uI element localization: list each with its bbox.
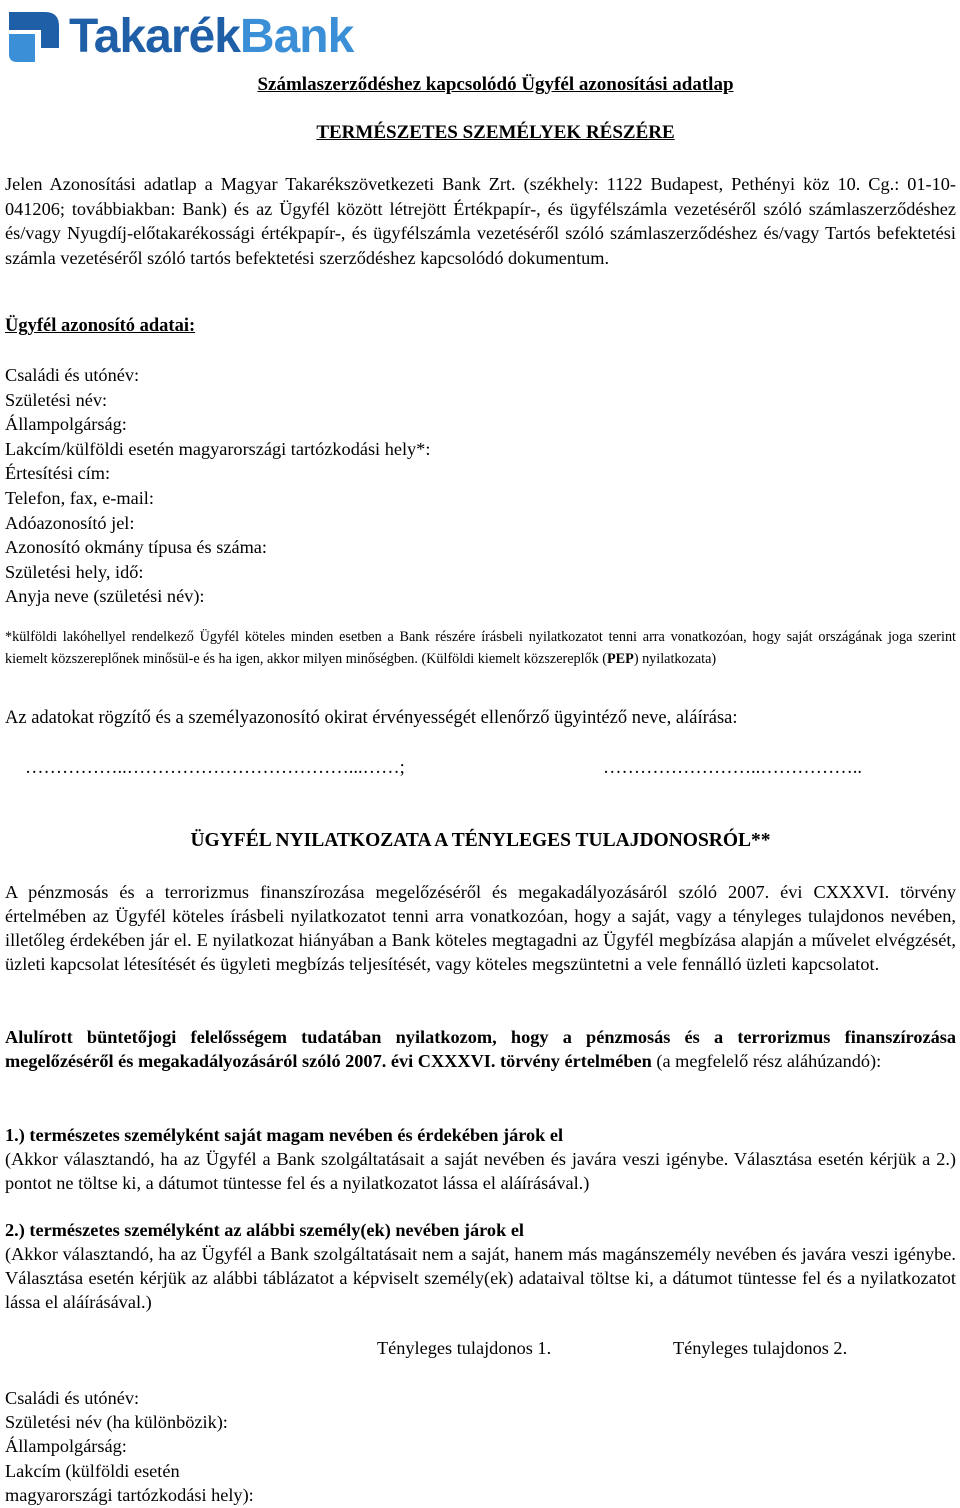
field-label-birth-place-date: Születési hely, idő: [5,561,144,582]
takarekbank-logo [5,6,353,68]
owner-field-address-cont: magyarországi tartózkodási hely): [5,1484,254,1505]
recorder-label: Az adatokat rögzítő és a személyazonosító okirat érvényességét ellenőrző ügyintéző neve, aláírása: [5,708,738,728]
owner-1-column-header: Tényleges tulajdonos 1. [377,1338,552,1358]
footnote-text: *külföldi lakóhellyel rendelkező Ügyfél köteles minden esetben a Bank részére írásbeli nyilatkozatot tenni arra vonatkozóan, hogy saját országának joga szerint kiemelt közszereplőnek minősül-e és ha igen, akkor milyen minőségben. (Külföldi kiemelt közszereplők ( [5,629,956,667]
owner-field-address: Lakcím (külföldi esetén [5,1460,180,1481]
owner-fields-list [5,1386,254,1507]
document-subtitle: TERMÉSZETES SZEMÉLYEK RÉSZÉRE [316,122,675,143]
option-1-text: (Akkor választandó, ha az Ügyfél a Bank szolgáltatásait a saját nevében és javára veszi igénybe. Választása esetén kérjük a 2.) pontot ne töltse ki, a dátumot tüntesse fel és a nyilatkozatot lássa el aláírásával.) [5,1149,956,1193]
client-section-heading: Ügyfél azonosító adatai: [5,316,196,336]
field-label-birth-name: Születési név: [5,389,108,410]
logo-word-takarek: Takarék [69,10,240,63]
intro-paragraph: Jelen Azonosítási adatlap a Magyar Takarékszövetkezeti Bank Zrt. (székhely: 1122 Budapest, Pethényi köz 10. Cg.: 01-10-041206; továbbiakban: Bank) és az Ügyfél között létrejött Értékpapír-, és ügyfélszámla vezetéséről szóló számlaszerződéshez és/vagy Nyugdíj-előtakarékossági értékpapír-, és ügyfélszámla vezetéséről szóló számlaszerződéshez és/vagy Tartós befektetési számla vezetéséről szóló tartós befektetési szerződéshez kapcsolódó dokumentum. [5,174,956,268]
logo-wordmark [69,10,354,63]
owner-field-name: Családi és utónév: [5,1388,140,1408]
field-label-contact: Telefon, fax, e-mail: [5,487,154,508]
recorder-name-line: ……………..………………………………...……; [25,758,405,778]
option-2[interactable] [5,1218,956,1314]
field-label-citizenship: Állampolgárság: [5,414,127,435]
option-2-text: (Akkor választandó, ha az Ügyfél a Bank szolgáltatásait nem a saját, hanem más magánszemély nevében és javára veszi igénybe. Választása esetén kérjük az alábbi táblázatot a képviselt személy(ek) adataival töltse ki, a dátumot tüntesse fel és a nyilatkozatot lássa el aláírásával.) [5,1244,956,1312]
option-1-title[interactable]: 1.) természetes személyként saját magam nevében és érdekében járok el [5,1125,564,1145]
field-label-tax-id: Adóazonosító jel: [5,512,135,533]
field-label-address: Lakcím/külföldi esetén magyarországi tartózkodási hely*: [5,438,431,459]
client-fields-list [5,363,430,609]
field-label-mailing-address: Értesítési cím: [5,463,111,484]
document-title: Számlaszerződéshez kapcsolódó Ügyfél azonosítási adatlap [257,74,734,95]
declaration-paragraph: A pénzmosás és a terrorizmus finanszírozása megelőzéséről és megakadályozásáról szóló 2007. évi CXXXVI. törvény értelmében az Ügyfél köteles írásbeli nyilatkozatot tenni arra vonatkozóan, hogy a saját, vagy a tényleges tulajdonos nevében, illetőleg érdekében jár el. E nyilatkozat hiányában a Bank köteles megtagadni az Ügyfél megbízása alapján a művelet elvégzését, üzleti kapcsolat létesítését és ügyleti megbízás teljesítését, vagy köteles megszüntetni a vele fennálló üzleti kapcsolatot. [5,882,956,974]
declaration-statement-rest: (a megfelelő rész aláhúzandó): [651,1051,882,1071]
declaration-statement [5,1025,956,1073]
owner-field-citizenship: Állampolgárság: [5,1436,127,1457]
footnote-pep [5,627,956,670]
owner-2-column-header: Tényleges tulajdonos 2. [673,1338,848,1358]
recorder-signature-line: ……………………..…………….. [603,758,862,778]
option-1[interactable] [5,1123,956,1195]
logo-word-bank: Bank [239,10,354,63]
field-label-name: Családi és utónév: [5,365,140,385]
field-label-id-document: Azonosító okmány típusa és száma: [5,537,267,558]
field-label-mother-name: Anyja neve (születési név): [5,586,205,607]
option-2-title[interactable]: 2.) természetes személyként az alábbi személy(ek) nevében járok el [5,1220,525,1240]
declaration-statement-bold: Alulírott büntetőjogi felelősségem tudatában nyilatkozom, hogy a pénzmosás és a terrorizmus finanszírozása megelőzéséről és megakadályozásáról szóló 2007. évi CXXXVI. törvény értelmében [5,1027,956,1071]
declaration-title: ÜGYFÉL NYILATKOZATA A TÉNYLEGES TULAJDONOSRÓL** [190,830,771,851]
owner-field-birth-name: Születési név (ha különbözik): [5,1412,228,1433]
logo-mark-icon [5,8,63,66]
footnote-pep-abbr: PEP [607,650,634,667]
footnote-text-end: ) nyilatkozata) [633,650,717,667]
